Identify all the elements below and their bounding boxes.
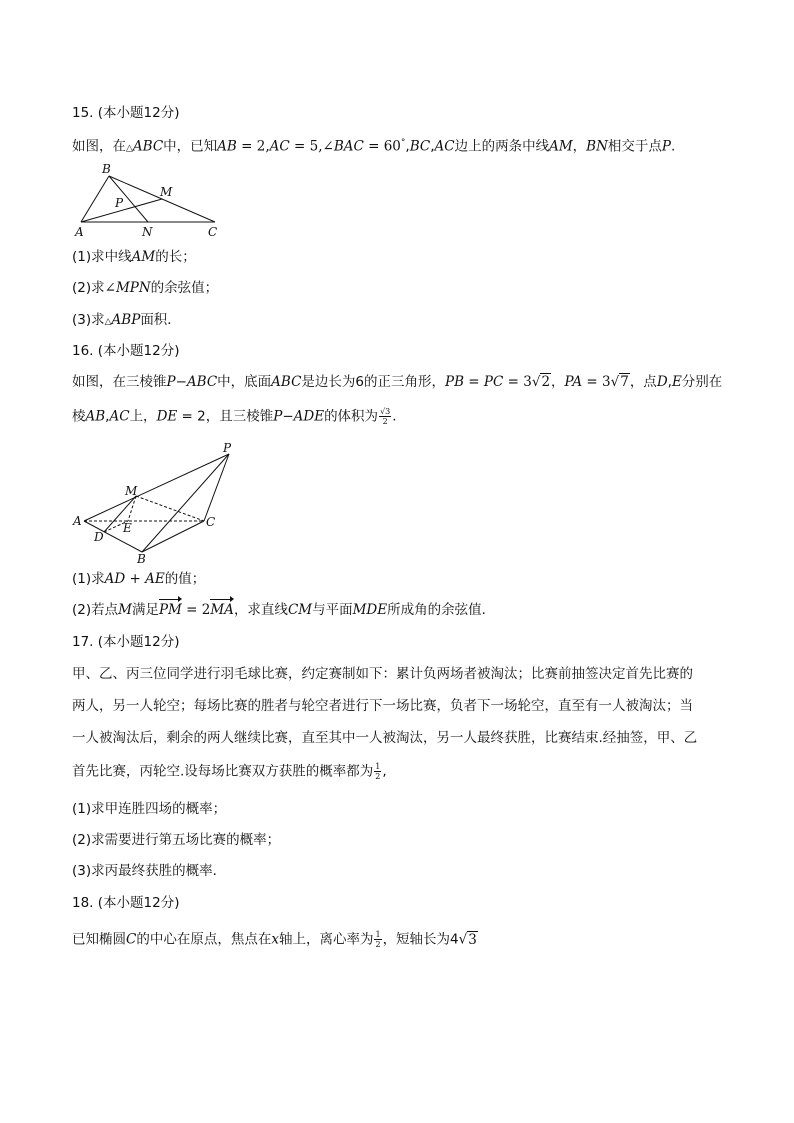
math: AC xyxy=(109,408,130,425)
text: 边上的两条中线 xyxy=(454,138,550,155)
math: BC xyxy=(409,138,431,155)
label-a: A xyxy=(73,514,82,528)
math: D xyxy=(656,374,668,390)
text: 相交于点 xyxy=(607,138,662,155)
label-m: M xyxy=(160,185,173,199)
math: P−ABC xyxy=(166,374,218,390)
q17-line: 两人，另一人轮空；每场比赛的胜者与轮空者进行下一场比赛，负者下一场轮空，直至有一人被淘汰；当 xyxy=(72,698,693,714)
label-c: C xyxy=(208,225,218,239)
angle-symbol: ∠ xyxy=(322,138,334,155)
math: MPN xyxy=(115,280,151,296)
label-n: N xyxy=(142,225,153,239)
text: 首先比赛，丙轮空.设每场比赛双方获胜的概率都为 xyxy=(72,763,374,780)
q16-sub1 xyxy=(72,570,205,588)
math: AC xyxy=(269,138,290,155)
radicand: 2 xyxy=(541,374,551,390)
text: (1)求 xyxy=(72,571,105,587)
math: = 2 xyxy=(181,602,211,618)
math: AM xyxy=(131,249,156,265)
numerator: 1 xyxy=(375,762,381,771)
text: 面积． xyxy=(140,312,181,328)
text: 棱 xyxy=(72,408,86,425)
edge-bc xyxy=(142,521,204,552)
label-a: A xyxy=(75,225,84,239)
sqrt: √3 xyxy=(458,931,477,948)
math: BN xyxy=(586,138,608,155)
label-b: B xyxy=(102,162,111,176)
text: , xyxy=(430,138,435,155)
vector: PM xyxy=(158,602,182,618)
sqrt: √7 xyxy=(610,374,629,390)
math: AC xyxy=(434,138,455,155)
text: 所成角的余弦值． xyxy=(387,602,496,618)
math: AB xyxy=(217,138,237,155)
q17-line4 xyxy=(72,762,387,781)
text: ，求直线 xyxy=(233,602,288,618)
text: 的中心在原点，焦点在 xyxy=(136,931,272,948)
denominator: 2 xyxy=(382,417,388,426)
math: E xyxy=(671,374,682,390)
text: 的长； xyxy=(155,249,196,265)
text: 的值； xyxy=(164,571,206,587)
fraction xyxy=(374,762,381,781)
q15-header: 15. (本小题12分) xyxy=(72,105,180,121)
label-d: D xyxy=(94,530,104,544)
fraction xyxy=(374,930,381,949)
math: ABC xyxy=(271,374,302,390)
q17-sub1: (1)求甲连胜四场的概率； xyxy=(72,801,227,817)
math: P−ADE xyxy=(273,408,325,425)
numerator: 1 xyxy=(375,930,381,939)
math: = 3 xyxy=(582,374,611,390)
text: 已知椭圆 xyxy=(72,931,126,948)
q17-sub2: (2)求需要进行第五场比赛的概率； xyxy=(72,832,281,848)
q15-triangle-figure xyxy=(72,160,232,240)
math: = 5, xyxy=(289,138,323,155)
math: MDE xyxy=(352,602,388,618)
label-p: P xyxy=(115,196,124,210)
text: (2)若点 xyxy=(72,602,119,618)
math: DE xyxy=(156,408,178,425)
q16-header: 16. (本小题12分) xyxy=(72,343,180,359)
text: ， xyxy=(572,138,587,155)
math: ABC xyxy=(132,138,164,155)
text: 分别在 xyxy=(681,374,723,390)
q17-sub3: (3)求丙最终获胜的概率． xyxy=(72,863,227,879)
q15-sub2 xyxy=(72,279,218,297)
q16-stem-line1 xyxy=(72,373,722,391)
math: CM xyxy=(287,602,313,618)
sqrt: √2 xyxy=(531,374,551,390)
label-e: E xyxy=(123,521,132,535)
math: P xyxy=(661,138,671,155)
text: . xyxy=(671,138,676,155)
text: = 2，且三棱锥 xyxy=(177,408,274,425)
text: , xyxy=(382,763,387,780)
math: AM xyxy=(549,138,573,155)
numerator: √3 xyxy=(380,407,391,416)
text: 如图，在三棱锥 xyxy=(72,374,167,390)
text: , xyxy=(105,408,110,425)
text: , xyxy=(405,138,410,155)
text: (1)求中线 xyxy=(72,249,132,265)
math: C xyxy=(126,931,137,948)
degree-symbol: ° xyxy=(400,138,406,148)
fraction xyxy=(379,407,391,426)
q15-sub1 xyxy=(72,248,196,266)
text: ，短轴长为4 xyxy=(382,931,459,948)
radicand: 7 xyxy=(620,374,629,390)
text: 的体积为 xyxy=(324,408,379,425)
denominator: 2 xyxy=(375,940,381,949)
radicand: 3 xyxy=(468,931,477,948)
q17-line: 甲、乙、丙三位同学进行羽毛球比赛，约定赛制如下：累计负两场者被淘汰；比赛前抽签决定首先比赛的 xyxy=(72,666,693,682)
math: PC xyxy=(483,374,504,390)
q18-header: 18. (本小题12分) xyxy=(72,895,180,911)
text: , xyxy=(667,374,672,390)
q16-stem-line2 xyxy=(72,407,397,426)
q17-line: 一人被淘汰后，剩余的两人继续比赛，直至其中一人被淘汰，另一人最终获胜，比赛结束.经抽签，甲、乙 xyxy=(72,730,698,746)
angle-symbol: ∠ xyxy=(104,280,116,296)
text: 上， xyxy=(129,408,157,425)
text: 中，已知 xyxy=(163,138,218,155)
q16-pyramid-figure xyxy=(72,440,247,565)
text: 与平面 xyxy=(312,602,353,618)
vector: MA xyxy=(210,602,234,618)
math: PA xyxy=(564,374,583,390)
text: . xyxy=(392,408,397,425)
triangle-symbol: △ xyxy=(104,317,112,327)
text: ， xyxy=(551,374,565,390)
math: = 3 xyxy=(503,374,532,390)
q17-header: 17. (本小题12分) xyxy=(72,634,180,650)
math: BAC xyxy=(333,138,364,155)
label-b: B xyxy=(137,552,146,566)
text: 满足 xyxy=(131,602,159,618)
math: AB xyxy=(85,408,106,425)
label-c: C xyxy=(206,515,216,529)
q16-sub2 xyxy=(72,601,495,619)
text: (2)求 xyxy=(72,280,105,296)
q18-stem xyxy=(72,930,478,949)
math: PB xyxy=(445,374,465,390)
math: M xyxy=(118,602,132,618)
text: 如图，在 xyxy=(72,138,126,155)
math: = xyxy=(464,374,484,390)
text: 中，底面 xyxy=(217,374,272,390)
segment-mc-hidden xyxy=(136,496,204,521)
label-p: P xyxy=(223,441,232,455)
text: 轴上，离心率为 xyxy=(278,931,374,948)
triangle-symbol: △ xyxy=(126,143,133,154)
q15-stem xyxy=(72,134,675,158)
edge-ab xyxy=(84,521,142,552)
q15-sub3 xyxy=(72,311,181,331)
math: = 60 xyxy=(363,138,401,155)
math: AD + AE xyxy=(104,571,165,587)
math: = 2, xyxy=(236,138,270,155)
text: ，点 xyxy=(629,374,657,390)
text: 的余弦值； xyxy=(150,280,219,296)
math: x xyxy=(271,931,279,948)
text: 是边长为6的正三角形， xyxy=(301,374,445,390)
label-m: M xyxy=(125,484,138,498)
math: ABP xyxy=(111,312,141,328)
denominator: 2 xyxy=(375,772,381,781)
text: (3)求 xyxy=(72,312,105,328)
